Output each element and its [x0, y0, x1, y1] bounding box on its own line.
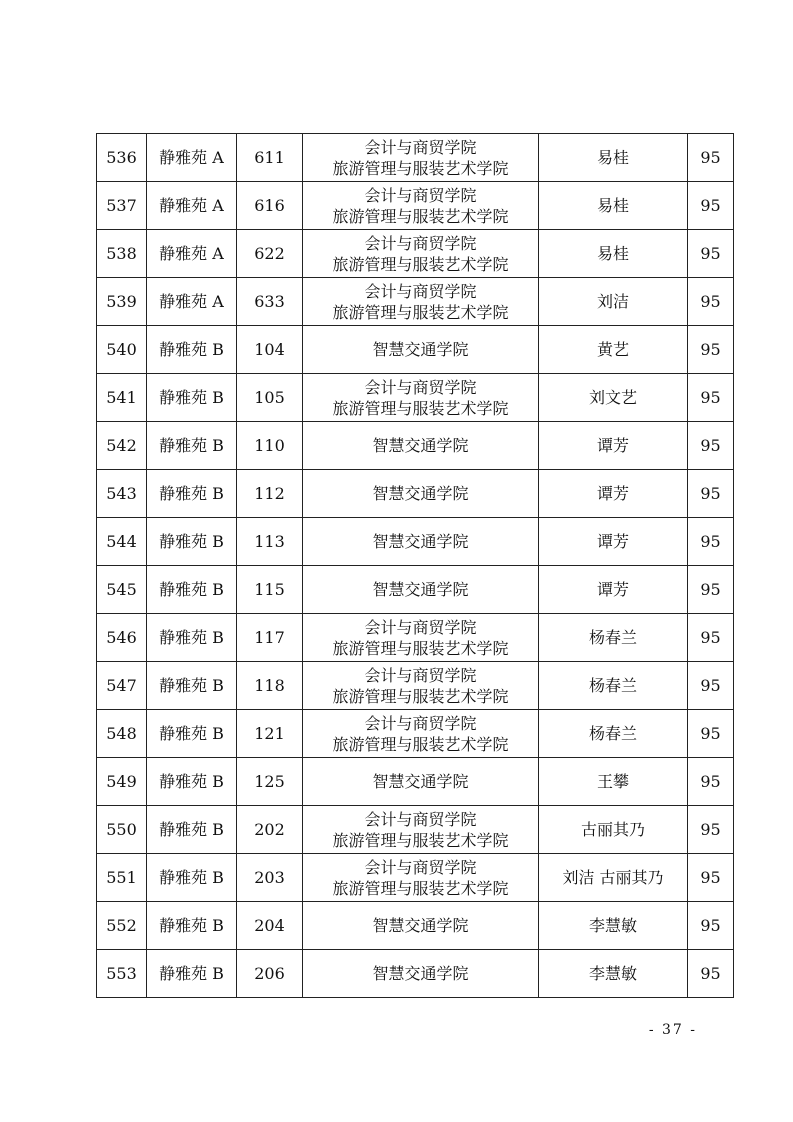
row-number-cell: 550 — [97, 806, 147, 854]
college-name: 智慧交通学院 — [372, 580, 469, 599]
college-name: 智慧交通学院 — [372, 484, 469, 503]
room-cell: 204 — [237, 902, 303, 950]
college-name: 会计与商贸学院 — [364, 857, 477, 877]
supervisor-cell: 刘洁 — [539, 278, 688, 326]
room-cell: 125 — [237, 758, 303, 806]
room-cell: 202 — [237, 806, 303, 854]
row-number-cell: 553 — [97, 950, 147, 998]
score-cell: 95 — [688, 134, 734, 182]
room-cell: 616 — [237, 182, 303, 230]
score-cell: 95 — [688, 902, 734, 950]
building-cell: 静雅苑 A — [147, 182, 237, 230]
college-cell — [303, 374, 539, 422]
table-row — [97, 278, 734, 326]
college-cell — [303, 230, 539, 278]
supervisor-cell: 谭芳 — [539, 518, 688, 566]
college-name: 旅游管理与服装艺术学院 — [332, 734, 509, 754]
college-name: 会计与商贸学院 — [364, 809, 477, 829]
room-cell: 206 — [237, 950, 303, 998]
supervisor-cell: 黄艺 — [539, 326, 688, 374]
college-cell — [303, 134, 539, 182]
page-number: - 37 - — [648, 1022, 697, 1038]
table-row — [97, 422, 734, 470]
college-name: 旅游管理与服装艺术学院 — [332, 254, 509, 274]
college-name: 旅游管理与服装艺术学院 — [332, 878, 509, 898]
score-cell: 95 — [688, 230, 734, 278]
college-name: 会计与商贸学院 — [364, 281, 477, 301]
score-cell: 95 — [688, 614, 734, 662]
table-row — [97, 806, 734, 854]
college-name: 旅游管理与服装艺术学院 — [332, 206, 509, 226]
college-cell — [303, 854, 539, 902]
table-row — [97, 134, 734, 182]
college-cell — [303, 806, 539, 854]
supervisor-cell: 易桂 — [539, 182, 688, 230]
supervisor-cell: 杨春兰 — [539, 662, 688, 710]
supervisor-cell: 谭芳 — [539, 422, 688, 470]
college-cell — [303, 470, 539, 518]
college-name: 智慧交通学院 — [372, 340, 469, 359]
table-row — [97, 326, 734, 374]
table-row — [97, 710, 734, 758]
college-name: 会计与商贸学院 — [364, 185, 477, 205]
college-cell — [303, 278, 539, 326]
college-name: 旅游管理与服装艺术学院 — [332, 302, 509, 322]
college-name: 会计与商贸学院 — [364, 617, 477, 637]
table-row — [97, 182, 734, 230]
college-name: 智慧交通学院 — [372, 436, 469, 455]
room-cell: 203 — [237, 854, 303, 902]
room-cell: 118 — [237, 662, 303, 710]
building-cell: 静雅苑 B — [147, 950, 237, 998]
supervisor-cell: 刘文艺 — [539, 374, 688, 422]
supervisor-cell: 李慧敏 — [539, 950, 688, 998]
room-cell: 105 — [237, 374, 303, 422]
table-row — [97, 230, 734, 278]
college-name: 智慧交通学院 — [372, 916, 469, 935]
room-cell: 622 — [237, 230, 303, 278]
building-cell: 静雅苑 B — [147, 470, 237, 518]
supervisor-cell: 李慧敏 — [539, 902, 688, 950]
row-number-cell: 549 — [97, 758, 147, 806]
supervisor-cell: 易桂 — [539, 134, 688, 182]
table-row — [97, 518, 734, 566]
college-cell — [303, 614, 539, 662]
table-row — [97, 470, 734, 518]
college-name: 会计与商贸学院 — [364, 377, 477, 397]
building-cell: 静雅苑 A — [147, 230, 237, 278]
room-cell: 104 — [237, 326, 303, 374]
score-cell: 95 — [688, 566, 734, 614]
score-cell: 95 — [688, 182, 734, 230]
table-body — [97, 134, 734, 998]
college-name: 旅游管理与服装艺术学院 — [332, 398, 509, 418]
supervisor-cell: 古丽其乃 — [539, 806, 688, 854]
college-cell — [303, 710, 539, 758]
supervisor-cell: 谭芳 — [539, 470, 688, 518]
score-cell: 95 — [688, 806, 734, 854]
row-number-cell: 540 — [97, 326, 147, 374]
college-name: 旅游管理与服装艺术学院 — [332, 158, 509, 178]
table-row — [97, 758, 734, 806]
college-name: 智慧交通学院 — [372, 772, 469, 791]
college-cell — [303, 758, 539, 806]
college-cell — [303, 566, 539, 614]
building-cell: 静雅苑 B — [147, 854, 237, 902]
college-name: 旅游管理与服装艺术学院 — [332, 686, 509, 706]
supervisor-cell: 杨春兰 — [539, 614, 688, 662]
college-name: 会计与商贸学院 — [364, 713, 477, 733]
row-number-cell: 538 — [97, 230, 147, 278]
score-cell: 95 — [688, 854, 734, 902]
score-cell: 95 — [688, 278, 734, 326]
supervisor-cell: 易桂 — [539, 230, 688, 278]
row-number-cell: 552 — [97, 902, 147, 950]
college-cell — [303, 662, 539, 710]
row-number-cell: 536 — [97, 134, 147, 182]
score-cell: 95 — [688, 758, 734, 806]
score-cell: 95 — [688, 950, 734, 998]
college-name: 会计与商贸学院 — [364, 665, 477, 685]
dormitory-score-table — [96, 133, 734, 998]
row-number-cell: 542 — [97, 422, 147, 470]
building-cell: 静雅苑 B — [147, 614, 237, 662]
building-cell: 静雅苑 B — [147, 374, 237, 422]
score-cell: 95 — [688, 422, 734, 470]
table-row — [97, 854, 734, 902]
building-cell: 静雅苑 B — [147, 326, 237, 374]
building-cell: 静雅苑 A — [147, 134, 237, 182]
college-name: 会计与商贸学院 — [364, 233, 477, 253]
row-number-cell: 537 — [97, 182, 147, 230]
building-cell: 静雅苑 B — [147, 758, 237, 806]
college-cell — [303, 950, 539, 998]
row-number-cell: 543 — [97, 470, 147, 518]
row-number-cell: 551 — [97, 854, 147, 902]
row-number-cell: 547 — [97, 662, 147, 710]
college-name: 会计与商贸学院 — [364, 137, 477, 157]
supervisor-cell: 刘洁 古丽其乃 — [539, 854, 688, 902]
room-cell: 110 — [237, 422, 303, 470]
supervisor-cell: 王攀 — [539, 758, 688, 806]
building-cell: 静雅苑 B — [147, 518, 237, 566]
college-name: 旅游管理与服装艺术学院 — [332, 830, 509, 850]
college-cell — [303, 902, 539, 950]
score-cell: 95 — [688, 374, 734, 422]
college-cell — [303, 182, 539, 230]
college-name: 智慧交通学院 — [372, 532, 469, 551]
building-cell: 静雅苑 B — [147, 566, 237, 614]
table-row — [97, 950, 734, 998]
score-cell: 95 — [688, 326, 734, 374]
college-cell — [303, 518, 539, 566]
row-number-cell: 546 — [97, 614, 147, 662]
room-cell: 121 — [237, 710, 303, 758]
score-cell: 95 — [688, 662, 734, 710]
table-row — [97, 374, 734, 422]
building-cell: 静雅苑 B — [147, 902, 237, 950]
row-number-cell: 539 — [97, 278, 147, 326]
building-cell: 静雅苑 B — [147, 662, 237, 710]
row-number-cell: 544 — [97, 518, 147, 566]
building-cell: 静雅苑 B — [147, 806, 237, 854]
score-cell: 95 — [688, 470, 734, 518]
room-cell: 113 — [237, 518, 303, 566]
table-row — [97, 902, 734, 950]
supervisor-cell: 杨春兰 — [539, 710, 688, 758]
supervisor-cell: 谭芳 — [539, 566, 688, 614]
table-row — [97, 566, 734, 614]
building-cell: 静雅苑 B — [147, 710, 237, 758]
college-cell — [303, 326, 539, 374]
college-name: 旅游管理与服装艺术学院 — [332, 638, 509, 658]
room-cell: 611 — [237, 134, 303, 182]
room-cell: 117 — [237, 614, 303, 662]
room-cell: 633 — [237, 278, 303, 326]
row-number-cell: 541 — [97, 374, 147, 422]
row-number-cell: 545 — [97, 566, 147, 614]
table-row — [97, 662, 734, 710]
building-cell: 静雅苑 B — [147, 422, 237, 470]
score-cell: 95 — [688, 710, 734, 758]
building-cell: 静雅苑 A — [147, 278, 237, 326]
college-name: 智慧交通学院 — [372, 964, 469, 983]
room-cell: 115 — [237, 566, 303, 614]
college-cell — [303, 422, 539, 470]
table-row — [97, 614, 734, 662]
room-cell: 112 — [237, 470, 303, 518]
row-number-cell: 548 — [97, 710, 147, 758]
score-cell: 95 — [688, 518, 734, 566]
